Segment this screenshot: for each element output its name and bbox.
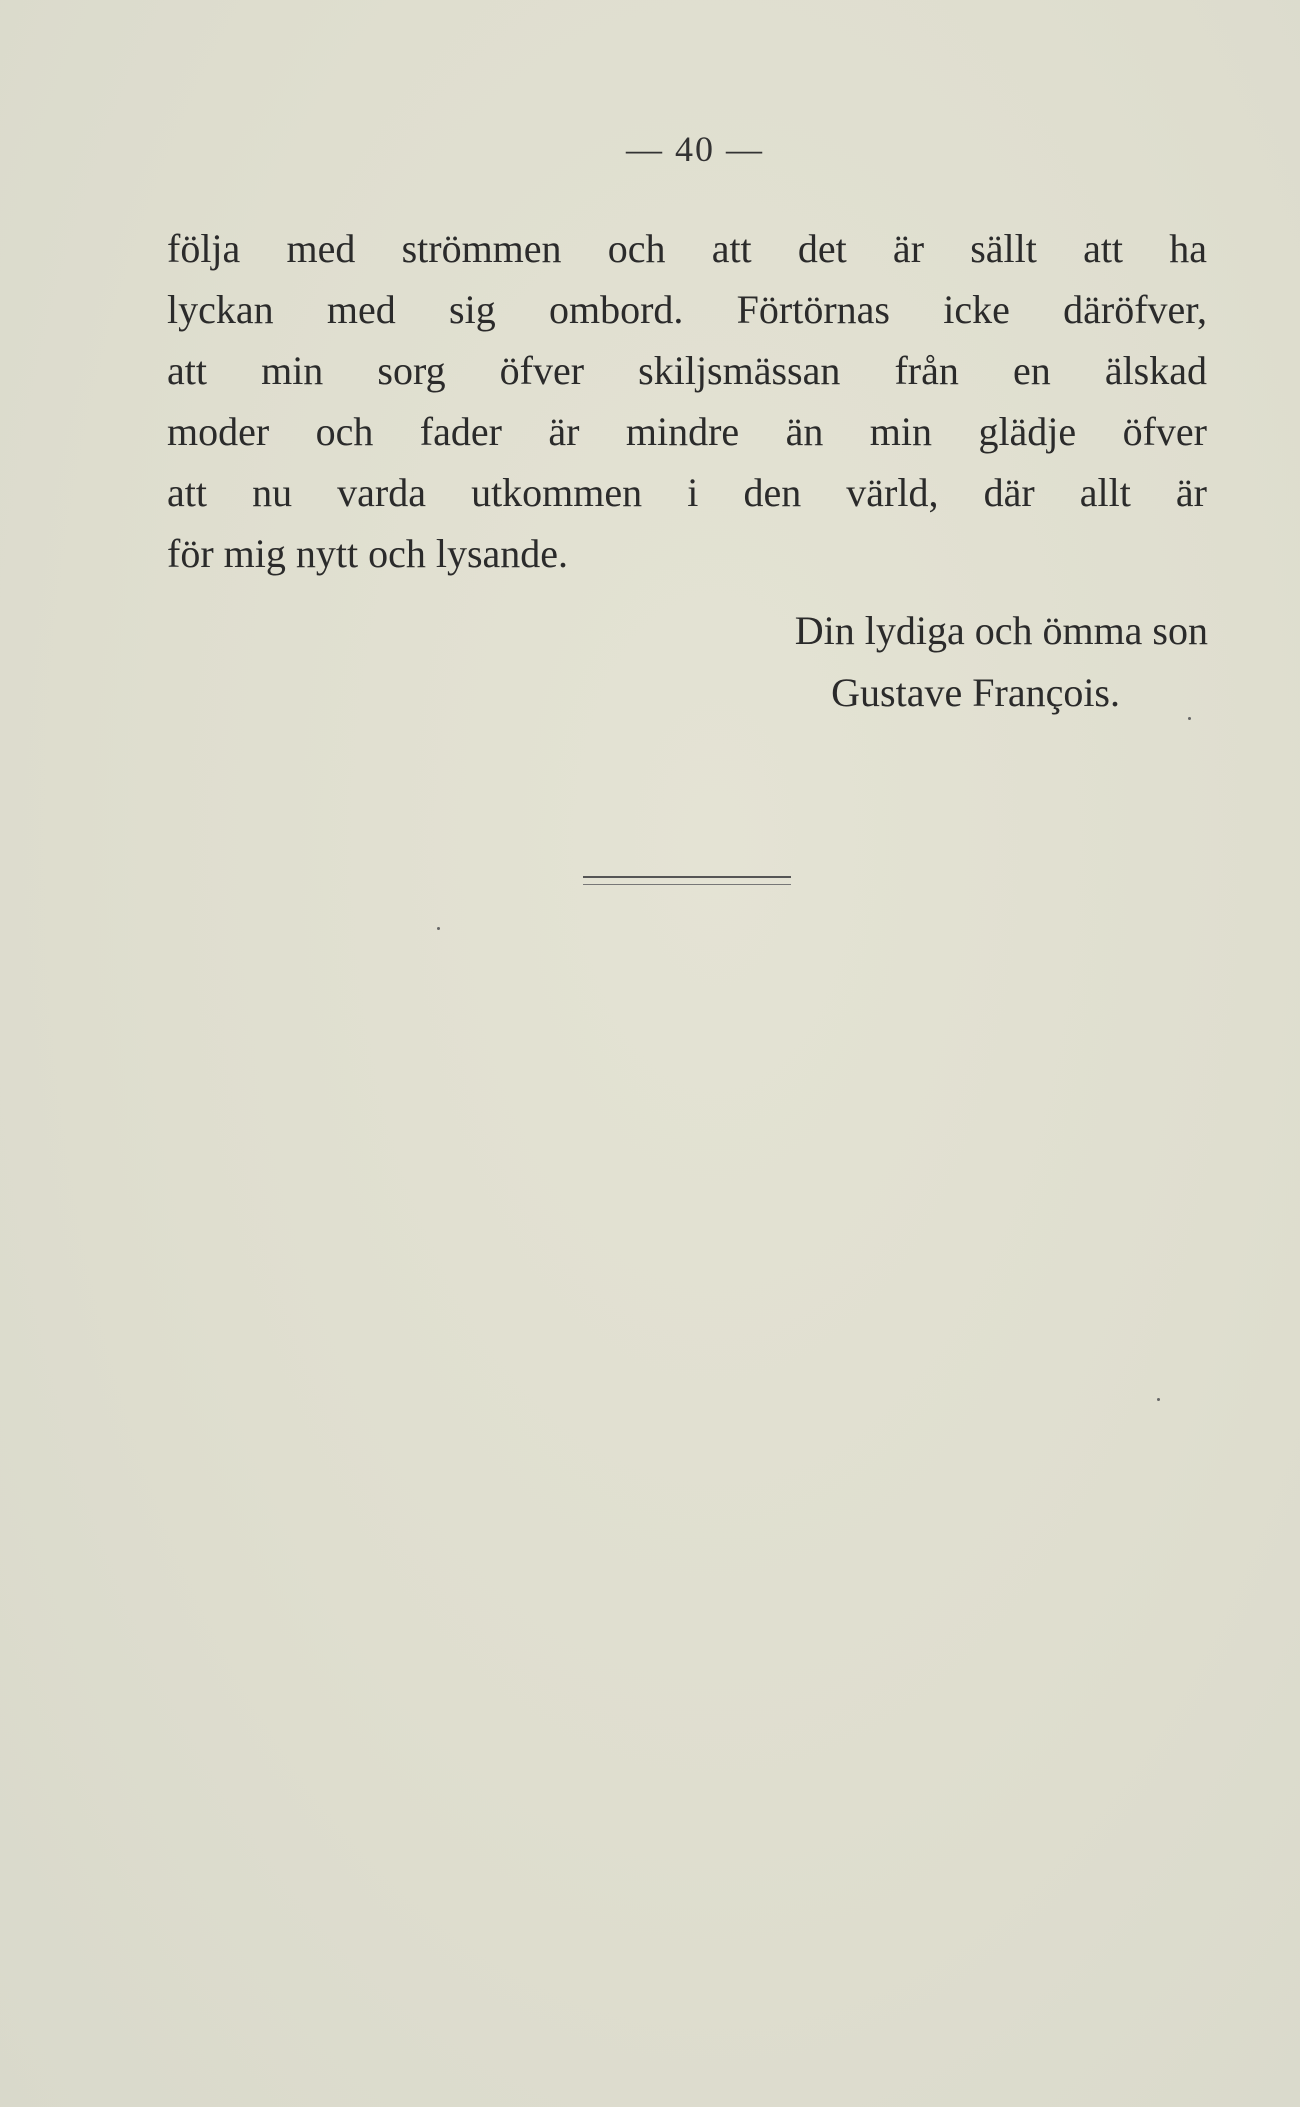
text-line: att min sorg öfver skiljsmässan från en älskad [167, 348, 1207, 393]
text-line: moder och fader är mindre än min glädje öfver [167, 409, 1207, 454]
end-rule-divider [583, 876, 791, 885]
closing-phrase: Din lydiga och ömma son [794, 608, 1208, 653]
text-line: följa med strömmen och att det är sällt att ha [167, 226, 1207, 271]
text-line: att nu varda utkommen i den värld, där allt är [167, 470, 1207, 515]
letter-signature [795, 600, 1208, 724]
ink-speck [437, 927, 440, 930]
letter-body [167, 218, 1207, 584]
signature-name: Gustave François. [831, 670, 1120, 715]
text-line: lyckan med sig ombord. Förtörnas icke däröfver, [167, 287, 1207, 332]
text-line: för mig nytt och lysande. [167, 531, 569, 576]
page-number: — 40 — [626, 129, 764, 169]
ink-speck [1157, 1398, 1160, 1401]
ink-speck [1188, 717, 1191, 720]
